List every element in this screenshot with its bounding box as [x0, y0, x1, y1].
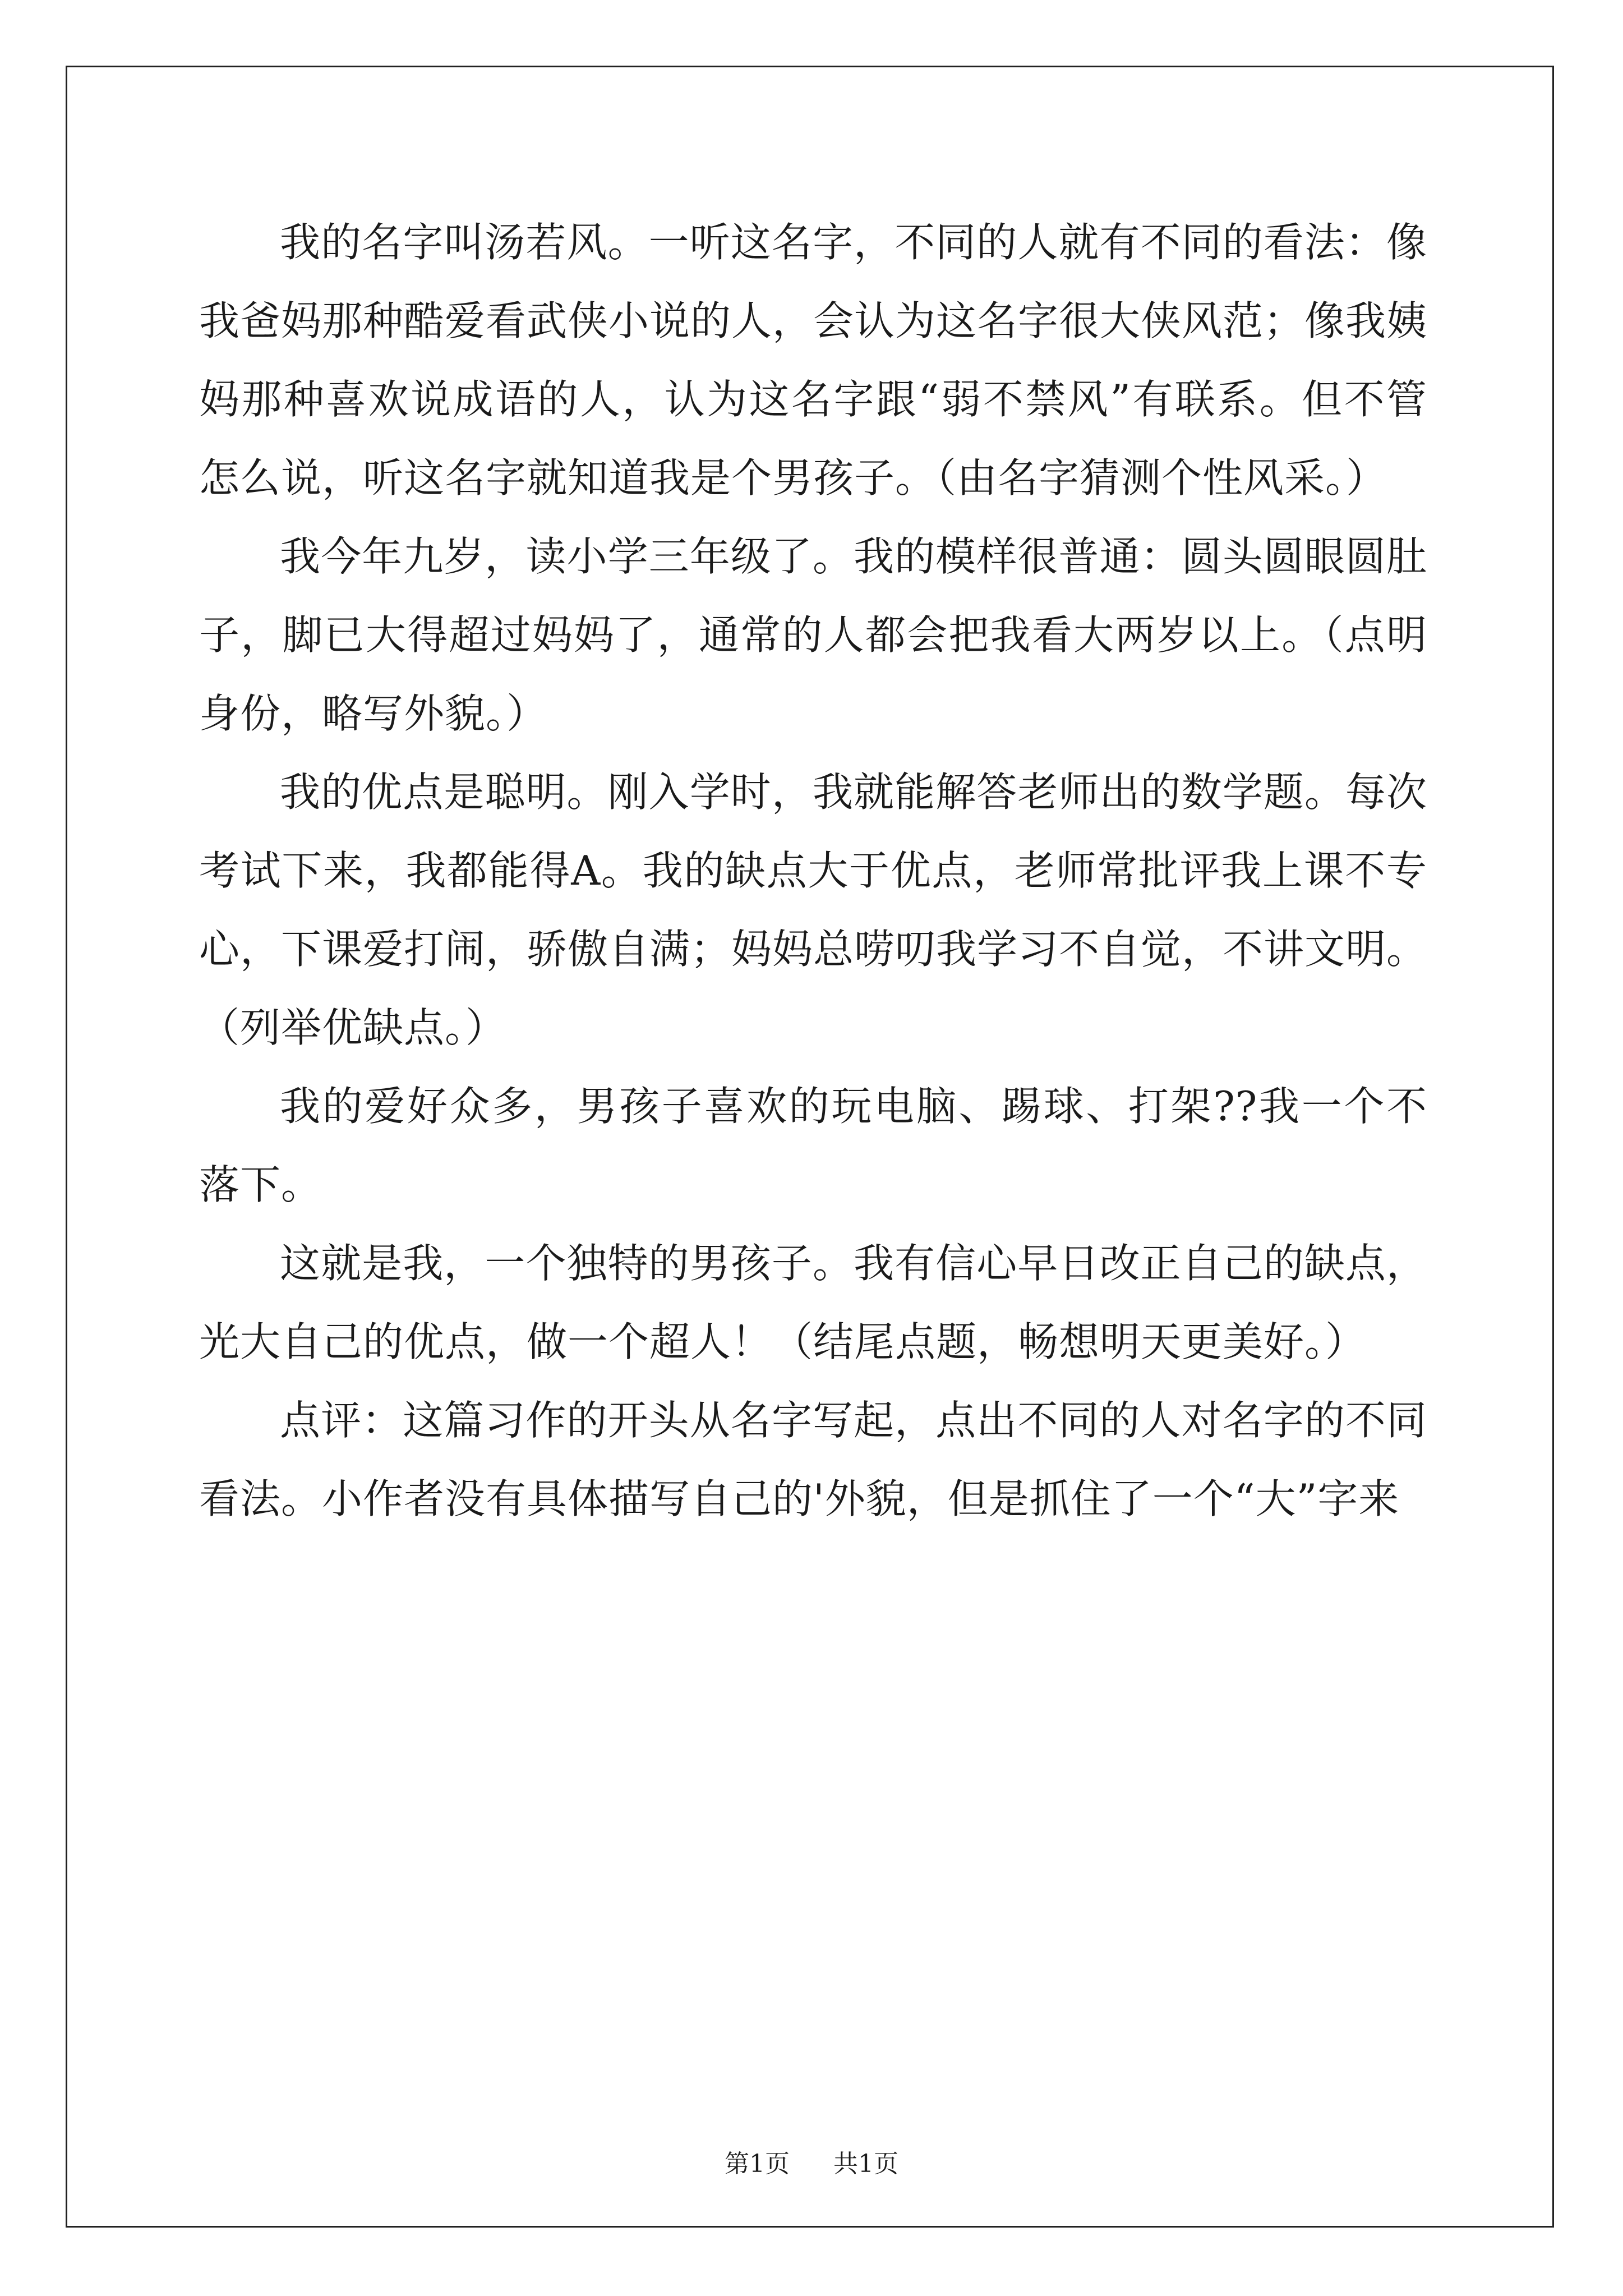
paragraph-name-intro: 我的名字叫汤若风。一听这名字，不同的人就有不同的看法：像我爸妈那种酷爱看武侠小说的人，会认为这名字很大侠风范；像我姨妈那种喜欢说成语的人，认为这名字跟“弱不禁风”有联系。但不管怎么说，听这名字就知道我是个男孩子。（由名字猜测个性风采。） [199, 219, 1428, 501]
page-number-current: 第1页 [725, 2150, 790, 2178]
paragraph-conclusion: 这就是我，一个独特的男孩子。我有信心早日改正自己的缺点，光大自己的优点，做一个超人！（结尾点题，畅想明天更美好。） [199, 1240, 1427, 1365]
paragraph-commentary: 点评：这篇习作的开头从名字写起，点出不同的人对名字的不同看法。小作者没有具体描写自己的'外貌，但是抓住了一个“大”字来 [199, 1397, 1427, 1522]
paragraph-age-appearance: 我今年九岁，读小学三年级了。我的模样很普通：圆头圆眼圆肚子，脚已大得超过妈妈了，通常的人都会把我看大两岁以上。（点明身份，略写外貌。） [199, 533, 1427, 737]
paragraph-strengths-weaknesses: 我的优点是聪明。刚入学时，我就能解答老师出的数学题。每次考试下来，我都能得A。我的缺点大于优点，老师常批评我上课不专心，下课爱打闹，骄傲自满；妈妈总唠叨我学习不自觉，不讲文明。（列举优缺点。） [199, 769, 1428, 1051]
page-footer [0, 2147, 1623, 2181]
page-number-total: 共1页 [833, 2150, 898, 2178]
paragraph-hobbies: 我的爱好众多，男孩子喜欢的玩电脑、踢球、打架??我一个不落下。 [199, 1083, 1427, 1208]
document-body [199, 203, 1427, 1538]
